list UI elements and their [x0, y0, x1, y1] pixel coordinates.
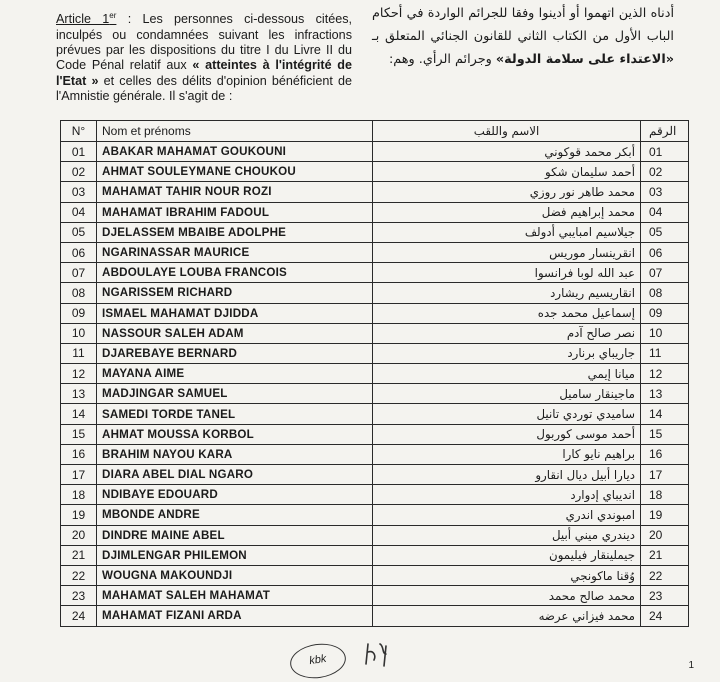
- header-num: N°: [61, 121, 97, 142]
- row-number-ar: 05: [641, 222, 689, 242]
- person-name: MAHAMAT SALEH MAHAMAT: [97, 586, 373, 606]
- person-name-ar: ميانا إيمي: [373, 364, 641, 384]
- row-number-ar: 12: [641, 364, 689, 384]
- row-number-ar: 08: [641, 283, 689, 303]
- person-name: ABDOULAYE LOUBA FRANCOIS: [97, 263, 373, 283]
- amnesty-table: [60, 120, 689, 627]
- person-name-ar: انقاريسيم ريشارد: [373, 283, 641, 303]
- table-row: [61, 182, 689, 202]
- table-row: [61, 424, 689, 444]
- row-number-ar: 14: [641, 404, 689, 424]
- row-number-ar: 13: [641, 384, 689, 404]
- person-name-ar: عبد الله لوبا فرانسوا: [373, 263, 641, 283]
- row-number: 10: [61, 323, 97, 343]
- row-number: 07: [61, 263, 97, 283]
- row-number: 19: [61, 505, 97, 525]
- header-name-ar: الاسم واللقب: [373, 121, 641, 142]
- row-number-ar: 21: [641, 545, 689, 565]
- row-number-ar: 06: [641, 242, 689, 262]
- row-number-ar: 20: [641, 525, 689, 545]
- table-header-row: [61, 121, 689, 142]
- intro-quote-ar: «الاعتداء على سلامة الدولة»: [495, 52, 674, 67]
- amnesty-table-container: [60, 120, 688, 627]
- person-name: DJELASSEM MBAIBE ADOLPHE: [97, 222, 373, 242]
- table-row: [61, 565, 689, 585]
- table-row: [61, 242, 689, 262]
- person-name: BRAHIM NAYOU KARA: [97, 444, 373, 464]
- person-name-ar: محمد صالح محمد: [373, 586, 641, 606]
- intro-text-ar-2: وجرائم الرأي. وهم:: [388, 52, 492, 67]
- person-name: MBONDE ANDRE: [97, 505, 373, 525]
- row-number: 24: [61, 606, 97, 626]
- person-name: MAYANA AIME: [97, 364, 373, 384]
- table-row: [61, 162, 689, 182]
- row-number: 14: [61, 404, 97, 424]
- person-name-ar: جاريباي برنارد: [373, 343, 641, 363]
- row-number-ar: 15: [641, 424, 689, 444]
- person-name: DIARA ABEL DIAL NGARO: [97, 465, 373, 485]
- table-row: [61, 303, 689, 323]
- row-number: 06: [61, 242, 97, 262]
- table-row: [61, 606, 689, 626]
- person-name: MAHAMAT TAHIR NOUR ROZI: [97, 182, 373, 202]
- person-name-ar: محمد فيزاني عرضه: [373, 606, 641, 626]
- row-number: 15: [61, 424, 97, 444]
- person-name-ar: أحمد سليمان شكو: [373, 162, 641, 182]
- row-number-ar: 02: [641, 162, 689, 182]
- person-name-ar: انقرينسار موريس: [373, 242, 641, 262]
- person-name: SAMEDI TORDE TANEL: [97, 404, 373, 424]
- person-name-ar: ديندري ميني أبيل: [373, 525, 641, 545]
- person-name: DJAREBAYE BERNARD: [97, 343, 373, 363]
- table-row: [61, 202, 689, 222]
- intro-text-ar-1: أدناه الذين اتهموا أو أدينوا وفقا للجرائم الواردة في أحكام الباب الأول من الكتاب الثاني للقانون الجنائي المتعلق بـ: [372, 6, 674, 44]
- person-name: AHMAT SOULEYMANE CHOUKOU: [97, 162, 373, 182]
- row-number: 09: [61, 303, 97, 323]
- person-name: MADJINGAR SAMUEL: [97, 384, 373, 404]
- intro-text-fr-1: : Les personnes ci-dessous citées, inculpés ou condamnées suivant les infractions prévues par les dispositions du titre I du Livre II du Code Pénal relatif aux: [56, 12, 352, 73]
- table-row: [61, 283, 689, 303]
- row-number-ar: 24: [641, 606, 689, 626]
- row-number-ar: 09: [641, 303, 689, 323]
- person-name-ar: امبوندي اندري: [373, 505, 641, 525]
- table-row: [61, 485, 689, 505]
- person-name-ar: جيلاسيم امبايبي أدولف: [373, 222, 641, 242]
- row-number: 12: [61, 364, 97, 384]
- person-name-ar: أبكر محمد قوكوني: [373, 142, 641, 162]
- person-name: AHMAT MOUSSA KORBOL: [97, 424, 373, 444]
- table-row: [61, 505, 689, 525]
- person-name: WOUGNA MAKOUNDJI: [97, 565, 373, 585]
- row-number-ar: 16: [641, 444, 689, 464]
- table-row: [61, 545, 689, 565]
- person-name-ar: جيملينقار فيليمون: [373, 545, 641, 565]
- row-number: 08: [61, 283, 97, 303]
- row-number: 03: [61, 182, 97, 202]
- table-row: [61, 364, 689, 384]
- intro-text-fr-2: et celles des délits d'opinion bénéficient de l'Amnistie générale. Il s'agit de :: [56, 73, 352, 104]
- header-name: Nom et prénoms: [97, 121, 373, 142]
- person-name: NDIBAYE EDOUARD: [97, 485, 373, 505]
- person-name: NASSOUR SALEH ADAM: [97, 323, 373, 343]
- row-number: 11: [61, 343, 97, 363]
- header-num-ar: الرقم: [641, 121, 689, 142]
- person-name-ar: براهيم نايو كارا: [373, 444, 641, 464]
- person-name: MAHAMAT IBRAHIM FADOUL: [97, 202, 373, 222]
- table-row: [61, 142, 689, 162]
- person-name-ar: محمد إبراهيم فضل: [373, 202, 641, 222]
- row-number-ar: 07: [641, 263, 689, 283]
- row-number-ar: 10: [641, 323, 689, 343]
- row-number: 04: [61, 202, 97, 222]
- table-row: [61, 343, 689, 363]
- row-number-ar: 11: [641, 343, 689, 363]
- row-number-ar: 01: [641, 142, 689, 162]
- row-number-ar: 17: [641, 465, 689, 485]
- table-row: [61, 586, 689, 606]
- table-row: [61, 465, 689, 485]
- table-row: [61, 444, 689, 464]
- row-number: 02: [61, 162, 97, 182]
- person-name: MAHAMAT FIZANI ARDA: [97, 606, 373, 626]
- row-number: 01: [61, 142, 97, 162]
- row-number: 16: [61, 444, 97, 464]
- row-number: 17: [61, 465, 97, 485]
- person-name-ar: إسماعيل محمد جده: [373, 303, 641, 323]
- person-name-ar: ساميدي توردي تانيل: [373, 404, 641, 424]
- person-name-ar: وُقنا ماكونجي: [373, 565, 641, 585]
- table-row: [61, 263, 689, 283]
- row-number: 22: [61, 565, 97, 585]
- table-row: [61, 525, 689, 545]
- intro-paragraph-ar: [372, 2, 674, 71]
- person-name-ar: انديباي إدوارد: [373, 485, 641, 505]
- row-number: 05: [61, 222, 97, 242]
- row-number: 21: [61, 545, 97, 565]
- row-number-ar: 23: [641, 586, 689, 606]
- row-number: 23: [61, 586, 97, 606]
- row-number: 13: [61, 384, 97, 404]
- table-row: [61, 404, 689, 424]
- initials-stamp: kbk: [288, 640, 348, 681]
- row-number-ar: 22: [641, 565, 689, 585]
- row-number-ar: 04: [641, 202, 689, 222]
- person-name-ar: نصر صالح آدم: [373, 323, 641, 343]
- person-name-ar: محمد طاهر نور روزي: [373, 182, 641, 202]
- row-number: 18: [61, 485, 97, 505]
- article-heading: Article 1er: [56, 11, 117, 27]
- row-number: 20: [61, 525, 97, 545]
- row-number-ar: 19: [641, 505, 689, 525]
- person-name: ISMAEL MAHAMAT DJIDDA: [97, 303, 373, 323]
- table-row: [61, 323, 689, 343]
- person-name-ar: ماجينقار ساميل: [373, 384, 641, 404]
- person-name-ar: ديارا أبيل ديال انقارو: [373, 465, 641, 485]
- row-number-ar: 18: [641, 485, 689, 505]
- row-number-ar: 03: [641, 182, 689, 202]
- person-name: ABAKAR MAHAMAT GOUKOUNI: [97, 142, 373, 162]
- person-name: NGARINASSAR MAURICE: [97, 242, 373, 262]
- person-name: DJIMLENGAR PHILEMON: [97, 545, 373, 565]
- intro-paragraph-fr: [56, 8, 352, 105]
- signature-icon: [362, 640, 392, 675]
- table-row: [61, 222, 689, 242]
- person-name-ar: أحمد موسى كوربول: [373, 424, 641, 444]
- person-name: DINDRE MAINE ABEL: [97, 525, 373, 545]
- table-row: [61, 384, 689, 404]
- intro-quote-fr: « atteintes à l'intégrité de l'Etat »: [56, 58, 353, 88]
- page-number: 1: [688, 660, 694, 671]
- person-name: NGARISSEM RICHARD: [97, 283, 373, 303]
